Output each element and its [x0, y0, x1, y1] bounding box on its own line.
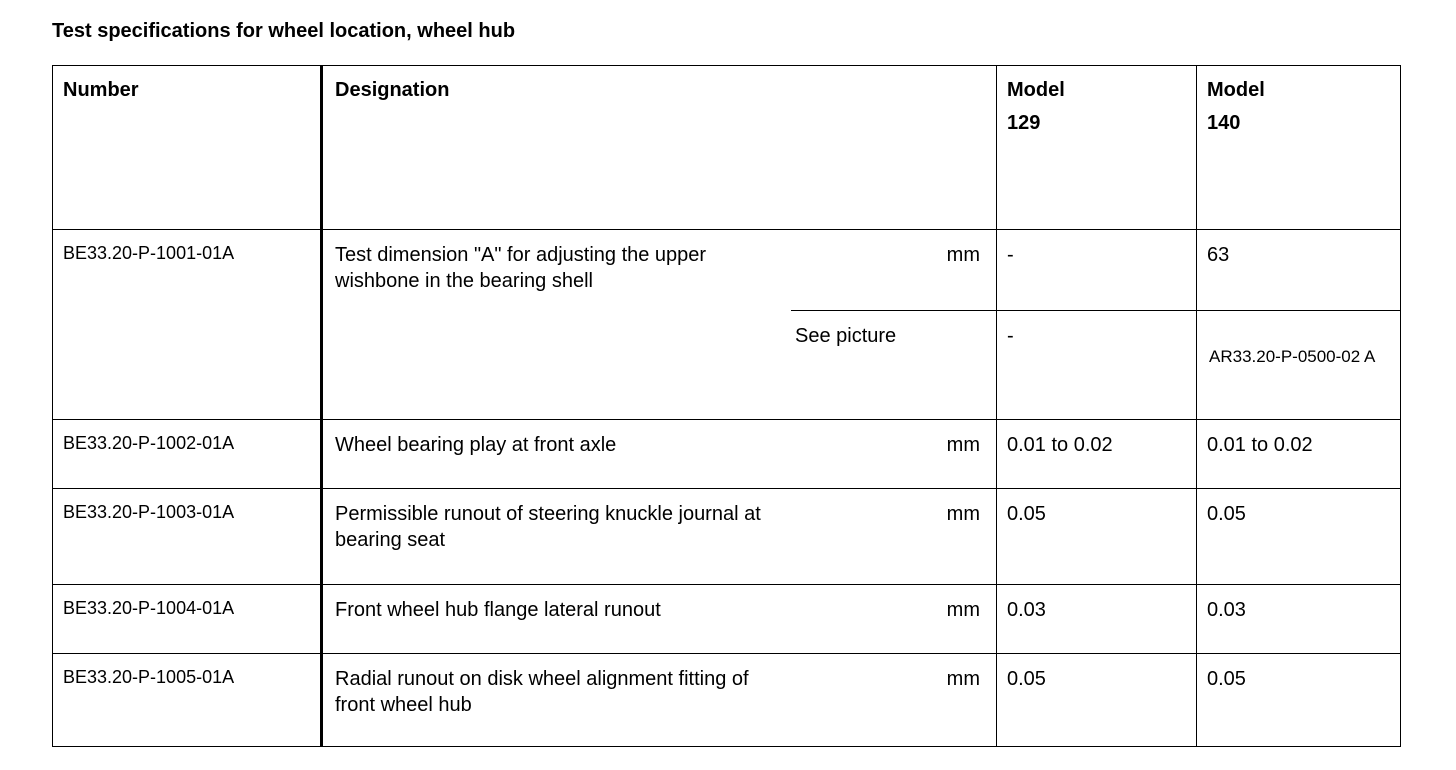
row-number: BE33.20-P-1001-01A — [63, 243, 235, 263]
row-designation: Front wheel hub flange lateral runout — [335, 599, 661, 621]
row-model-140-cell — [1197, 420, 1401, 489]
row-number: BE33.20-P-1005-01A — [63, 667, 235, 687]
row-number: BE33.20-P-1004-01A — [63, 598, 235, 618]
sub-row-divider — [791, 310, 996, 311]
header-model-129-number: 129 — [1007, 112, 1041, 134]
table-row — [53, 654, 1401, 747]
row-model-129-cell — [997, 230, 1197, 420]
row-model-140-value: 63 — [1207, 244, 1230, 266]
row-model-140-value: 0.01 to 0.02 — [1207, 434, 1313, 456]
see-picture-label: See picture — [795, 325, 897, 347]
table-row — [53, 230, 1401, 420]
table-row — [53, 585, 1401, 654]
page-title: Test specifications for wheel location, wheel hub — [52, 20, 516, 42]
header-model-129-cell — [997, 66, 1197, 230]
row-model-129-value: 0.05 — [1007, 668, 1046, 690]
row-number-cell — [53, 230, 322, 420]
header-model-140-label: Model — [1207, 79, 1265, 101]
row-unit: mm — [946, 244, 980, 266]
row-model-129-picture-value: - — [1007, 325, 1014, 347]
sub-row-divider — [997, 310, 1196, 311]
header-model-140-number: 140 — [1207, 112, 1241, 134]
header-model-140-cell — [1197, 66, 1401, 230]
row-designation-cell — [322, 489, 997, 585]
picture-reference-link[interactable]: AR33.20-P-0500-02 A — [1209, 347, 1376, 366]
row-designation: Permissible runout of steering knuckle journal at bearing seat — [335, 503, 761, 551]
row-model-129-value: 0.05 — [1007, 503, 1046, 525]
row-unit: mm — [946, 434, 980, 456]
header-number-cell — [53, 66, 322, 230]
row-number: BE33.20-P-1002-01A — [63, 433, 235, 453]
row-designation: Radial runout on disk wheel alignment fitting of front wheel hub — [335, 668, 749, 716]
row-designation: Wheel bearing play at front axle — [335, 434, 617, 456]
row-number-cell — [53, 654, 322, 747]
row-unit: mm — [946, 599, 980, 621]
row-number-cell — [53, 585, 322, 654]
row-model-129-cell — [997, 654, 1197, 747]
row-model-129-value: 0.03 — [1007, 599, 1046, 621]
row-model-129-cell — [997, 489, 1197, 585]
row-unit: mm — [946, 668, 980, 690]
row-model-129-value: - — [1007, 244, 1014, 266]
row-unit: mm — [946, 503, 980, 525]
row-model-129-cell — [997, 585, 1197, 654]
row-designation-cell — [322, 654, 997, 747]
sub-row-divider — [1197, 310, 1400, 311]
header-model-129-label: Model — [1007, 79, 1065, 101]
table-header-row — [53, 66, 1401, 230]
row-model-140-cell — [1197, 585, 1401, 654]
row-model-140-value: 0.03 — [1207, 599, 1246, 621]
row-designation-cell — [322, 230, 997, 420]
spec-table — [52, 65, 1401, 747]
row-model-140-value: 0.05 — [1207, 668, 1246, 690]
header-number: Number — [63, 79, 139, 101]
header-designation: Designation — [335, 79, 450, 101]
row-number-cell — [53, 420, 322, 489]
row-model-140-value: 0.05 — [1207, 503, 1246, 525]
row-model-140-cell — [1197, 489, 1401, 585]
row-model-140-cell — [1197, 654, 1401, 747]
row-model-129-cell — [997, 420, 1197, 489]
row-designation-cell — [322, 420, 997, 489]
header-designation-cell — [322, 66, 997, 230]
table-row — [53, 420, 1401, 489]
row-designation-cell — [322, 585, 997, 654]
row-number: BE33.20-P-1003-01A — [63, 502, 235, 522]
row-designation: Test dimension "A" for adjusting the upper wishbone in the bearing shell — [335, 244, 707, 292]
row-model-129-value: 0.01 to 0.02 — [1007, 434, 1113, 456]
row-model-140-cell — [1197, 230, 1401, 420]
table-row — [53, 489, 1401, 585]
row-number-cell — [53, 489, 322, 585]
